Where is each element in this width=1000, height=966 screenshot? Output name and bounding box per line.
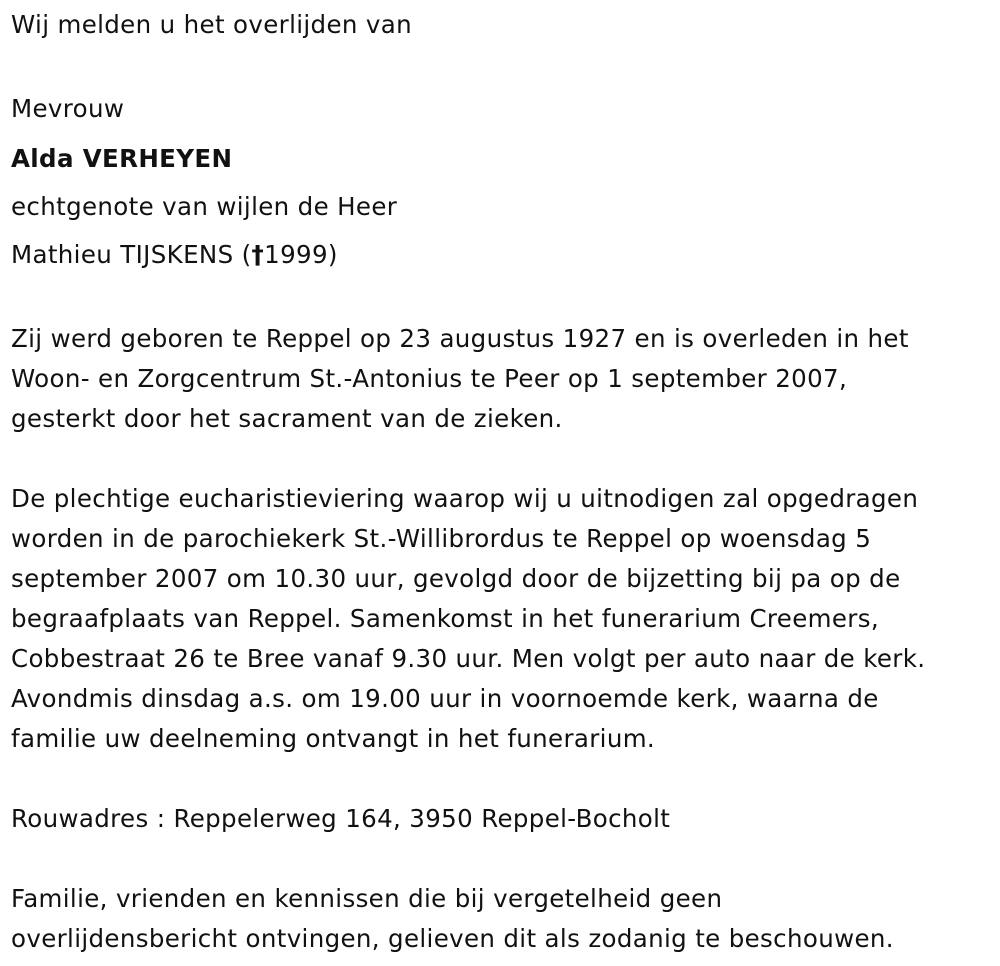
spacer (11, 439, 996, 479)
ceremony-paragraph (11, 479, 996, 759)
spacer (11, 839, 996, 879)
mourning-address: Rouwadres : Reppelerweg 164, 3950 Reppel-Bocholt (11, 804, 671, 833)
spacer (11, 759, 996, 799)
deceased-name: Alda VERHEYEN (11, 144, 233, 173)
paragraph-line: Cobbestraat 26 te Bree vanaf 9.30 uur. Men volgt per auto naar de kerk. (11, 644, 926, 673)
paragraph-line: overlijdensbericht ontvingen, gelieven dit als zodanig te beschouwen. (11, 924, 894, 953)
paragraph-line: worden in de parochiekerk St.-Willibrordus te Reppel op woensdag 5 (11, 524, 872, 553)
paragraph-line: De plechtige eucharistieviering waarop wij u uitnodigen zal opgedragen (11, 484, 919, 513)
paragraph-line: begraafplaats van Reppel. Samenkomst in het funerarium Creemers, (11, 604, 879, 633)
spouse-death-year: 1999) (264, 240, 338, 269)
death-notice (11, 0, 996, 959)
birth-death-paragraph (11, 319, 996, 439)
intro-text: Wij melden u het overlijden van (11, 10, 412, 39)
paragraph-line: Zij werd geboren te Reppel op 23 augustus 1927 en is overleden in het (11, 324, 909, 353)
paragraph-line: Avondmis dinsdag a.s. om 19.00 uur in voornoemde kerk, waarna de (11, 684, 879, 713)
spacer (11, 45, 996, 85)
paragraph-line: Woon- en Zorgcentrum St.-Antonius te Peer op 1 september 2007, (11, 364, 848, 393)
spacer (11, 279, 996, 319)
paragraph-line: gesterkt door het sacrament van de zieken. (11, 404, 563, 433)
spouse-name: Mathieu TIJSKENS ( (11, 240, 252, 269)
spouse-line (11, 231, 996, 279)
paragraph-line: september 2007 om 10.30 uur, gevolgd door de bijzetting bij pa op de (11, 564, 901, 593)
relation-text: echtgenote van wijlen de Heer (11, 192, 398, 221)
honorific: Mevrouw (11, 94, 125, 123)
paragraph-line: familie uw deelneming ontvangt in het funerarium. (11, 724, 656, 753)
closing-paragraph (11, 879, 996, 959)
paragraph-line: Familie, vrienden en kennissen die bij vergetelheid geen (11, 884, 723, 913)
cross-icon: † (251, 240, 265, 269)
